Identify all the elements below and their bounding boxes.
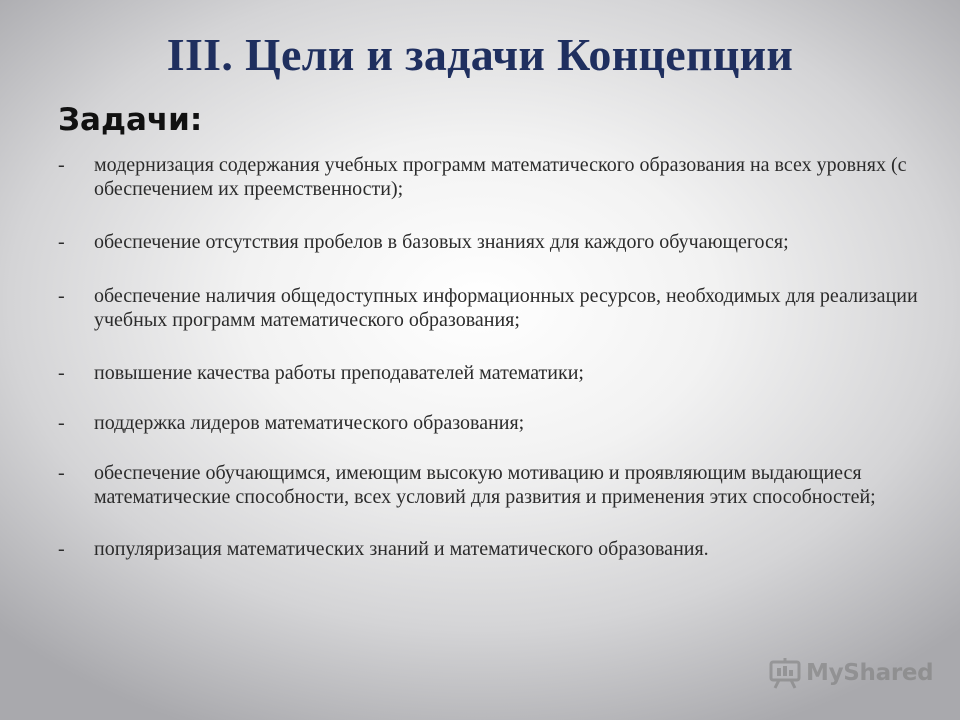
bullet-dash: - [58,412,65,434]
bullet-dash: - [58,538,65,560]
list-item [58,537,918,561]
list-item-text: поддержка лидеров математического образования; [94,412,525,434]
task-list [58,153,918,561]
bullet-dash: - [58,462,65,484]
list-item-text: повышение качества работы преподавателей математики; [94,362,584,384]
list-item [58,153,918,201]
list-item-text: обеспечение отсутствия пробелов в базовых знаниях для каждого обучающегося; [94,231,789,253]
watermark-text: MyShared [806,660,934,686]
list-item [58,461,918,509]
list-item-text: обеспечение обучающимся, имеющим высокую мотивацию и проявляющим выдающиеся математические способности, всех условий для развития и применения этих способностей; [94,462,876,508]
section-heading: Задачи: [58,102,203,138]
bullet-dash: - [58,285,65,307]
list-item-text: модернизация содержания учебных программ математического образования на всех уровнях (с обеспечением их преемственности); [94,154,907,200]
bullet-dash: - [58,362,65,384]
list-item-text: популяризация математических знаний и математического образования. [94,538,709,560]
slide-title: III. Цели и задачи Концепции [166,29,794,80]
list-item [58,411,918,435]
list-item [58,284,918,332]
list-item [58,361,918,385]
bullet-dash: - [58,154,65,176]
list-item [58,230,918,254]
list-item-text: обеспечение наличия общедоступных информационных ресурсов, необходимых для реализации учебных программ математического образования; [94,285,918,331]
presentation-board-icon [768,656,802,690]
bullet-dash: - [58,231,65,253]
myshared-watermark [768,656,933,690]
